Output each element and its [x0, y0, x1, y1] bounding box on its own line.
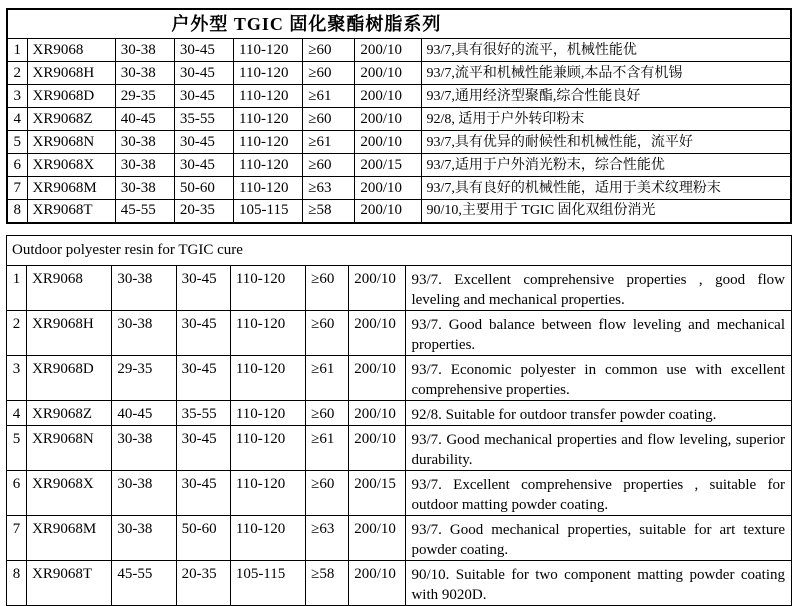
table-cell-col6: 200/15	[355, 154, 421, 177]
table-cell-col1: XR9068M	[27, 516, 112, 561]
table-cell-col6: 200/10	[355, 85, 421, 108]
table-cell-col3: 50-60	[174, 177, 233, 200]
table-cell-col2: 45-55	[115, 200, 174, 223]
table-cell-col4: 105-115	[234, 200, 303, 223]
table-cell-col5: ≥60	[306, 471, 349, 516]
table-cell-col7: 93/7,具有良好的机械性能，适用于美术纹理粉末	[421, 177, 791, 200]
table-cell-col4: 110-120	[230, 356, 305, 401]
table-cell-col7: 93/7. Good balance between flow leveling and mechanical properties.	[406, 311, 792, 356]
table-cell-col5: ≥60	[303, 39, 355, 62]
english-product-table	[6, 235, 792, 606]
table-row	[7, 311, 792, 356]
table-cell-col3: 30-45	[174, 154, 233, 177]
table-row	[7, 471, 792, 516]
table-cell-col4: 110-120	[230, 426, 305, 471]
table-cell-col2: 30-38	[115, 39, 174, 62]
table-cell-col0: 4	[7, 108, 27, 131]
table-cell-col0: 2	[7, 62, 27, 85]
table-cell-col3: 30-45	[176, 266, 230, 311]
table-cell-col1: XR9068H	[27, 62, 115, 85]
table-cell-col4: 110-120	[234, 39, 303, 62]
table-cell-col4: 105-115	[230, 561, 305, 606]
table-row	[7, 426, 792, 471]
table-cell-col7: 93/7,具有优异的耐候性和机械性能，流平好	[421, 131, 791, 154]
table-cell-col2: 30-38	[115, 131, 174, 154]
table-cell-col7: 92/8. Suitable for outdoor transfer powder coating.	[406, 401, 792, 426]
table-cell-col0: 8	[7, 561, 27, 606]
table-cell-col3: 50-60	[176, 516, 230, 561]
table-cell-col7: 92/8, 适用于户外转印粉末	[421, 108, 791, 131]
table-cell-col3: 35-55	[174, 108, 233, 131]
table-cell-col6: 200/10	[349, 356, 406, 401]
table-cell-col5: ≥60	[306, 401, 349, 426]
table-cell-col6: 200/10	[355, 200, 421, 223]
table-row	[7, 131, 791, 154]
table-cell-col5: ≥63	[303, 177, 355, 200]
table-cell-col7: 93/7,适用于户外消光粉末，综合性能优	[421, 154, 791, 177]
table-cell-col0: 2	[7, 311, 27, 356]
table-row	[7, 200, 791, 223]
table-cell-col1: XR9068D	[27, 85, 115, 108]
table-cell-col5: ≥60	[303, 154, 355, 177]
table-cell-col4: 110-120	[230, 311, 305, 356]
table-cell-col6: 200/10	[355, 108, 421, 131]
table-cell-col4: 110-120	[234, 62, 303, 85]
table-cell-col4: 110-120	[230, 516, 305, 561]
table-cell-col0: 7	[7, 177, 27, 200]
table-cell-col2: 30-38	[112, 516, 176, 561]
table-cell-col2: 30-38	[112, 471, 176, 516]
table-cell-col0: 7	[7, 516, 27, 561]
table-cell-col0: 6	[7, 154, 27, 177]
table-cell-col4: 110-120	[234, 108, 303, 131]
table-cell-col1: XR9068H	[27, 311, 112, 356]
table-cell-col2: 29-35	[112, 356, 176, 401]
table-cell-col7: 93/7. Excellent comprehensive properties , suitable for outdoor matting powder coating.	[406, 471, 792, 516]
table-row	[7, 356, 792, 401]
table-row	[7, 154, 791, 177]
table-cell-col1: XR9068T	[27, 200, 115, 223]
table-cell-col6: 200/15	[349, 471, 406, 516]
table-cell-col5: ≥61	[303, 131, 355, 154]
table-cell-col0: 5	[7, 426, 27, 471]
chinese-table-title: 户外型 TGIC 固化聚酯树脂系列	[171, 13, 442, 34]
table-cell-col6: 200/10	[355, 131, 421, 154]
table-cell-col0: 1	[7, 266, 27, 311]
table-cell-col0: 5	[7, 131, 27, 154]
table-cell-col3: 30-45	[176, 471, 230, 516]
table-cell-col3: 30-45	[176, 311, 230, 356]
table-cell-col3: 30-45	[174, 39, 233, 62]
table-cell-col1: XR9068N	[27, 131, 115, 154]
table-cell-col6: 200/10	[349, 266, 406, 311]
table-cell-col3: 30-45	[174, 85, 233, 108]
table-cell-col5: ≥61	[303, 85, 355, 108]
table-cell-col6: 200/10	[349, 401, 406, 426]
table-cell-col3: 20-35	[174, 200, 233, 223]
table-row	[7, 401, 792, 426]
table-cell-col2: 45-55	[112, 561, 176, 606]
table-cell-col7: 90/10. Suitable for two component matting powder coating with 9020D.	[406, 561, 792, 606]
table-cell-col1: XR9068X	[27, 154, 115, 177]
table-cell-col7: 93/7,具有很好的流平，机械性能优	[421, 39, 791, 62]
table-cell-col4: 110-120	[230, 401, 305, 426]
table-cell-col2: 30-38	[112, 266, 176, 311]
table-cell-col2: 30-38	[115, 62, 174, 85]
table-row	[7, 266, 792, 311]
table-row	[7, 39, 791, 62]
table-cell-col0: 1	[7, 39, 27, 62]
table-cell-col6: 200/10	[349, 311, 406, 356]
table-cell-col2: 30-38	[115, 154, 174, 177]
table-cell-col2: 30-38	[112, 426, 176, 471]
table-cell-col5: ≥58	[303, 200, 355, 223]
table-row	[7, 561, 792, 606]
table-cell-col1: XR9068M	[27, 177, 115, 200]
table-cell-col4: 110-120	[234, 177, 303, 200]
table-cell-col6: 200/10	[349, 426, 406, 471]
table-cell-col3: 20-35	[176, 561, 230, 606]
table-cell-col5: ≥60	[306, 266, 349, 311]
table-cell-col7: 93/7. Excellent comprehensive properties , good flow leveling and mechanical properties.	[406, 266, 792, 311]
table-cell-col3: 30-45	[176, 426, 230, 471]
table-cell-col7: 93/7. Good mechanical properties, suitable for art texture powder coating.	[406, 516, 792, 561]
table-cell-col7: 93/7. Economic polyester in common use with excellent comprehensive properties.	[406, 356, 792, 401]
table-cell-col3: 35-55	[176, 401, 230, 426]
table-cell-col6: 200/10	[355, 39, 421, 62]
table-cell-col3: 30-45	[174, 62, 233, 85]
table-cell-col6: 200/10	[355, 62, 421, 85]
table-cell-col7: 90/10,主要用于 TGIC 固化双组份消光	[421, 200, 791, 223]
table-cell-col2: 30-38	[115, 177, 174, 200]
table-cell-col0: 6	[7, 471, 27, 516]
table-title-row	[7, 9, 791, 39]
table-cell-col1: XR9068N	[27, 426, 112, 471]
table-cell-col1: XR9068	[27, 266, 112, 311]
table-cell-col6: 200/10	[355, 177, 421, 200]
table-cell-col4: 110-120	[230, 266, 305, 311]
table-cell-col0: 3	[7, 85, 27, 108]
english-table-title: Outdoor polyester resin for TGIC cure	[7, 236, 792, 266]
table-cell-col0: 4	[7, 401, 27, 426]
table-cell-col5: ≥61	[306, 426, 349, 471]
table-cell-col5: ≥58	[306, 561, 349, 606]
table-cell-col3: 30-45	[176, 356, 230, 401]
table-cell-col1: XR9068T	[27, 561, 112, 606]
table-cell-col0: 8	[7, 200, 27, 223]
chinese-product-table	[6, 8, 792, 224]
table-cell-col7: 93/7,通用经济型聚酯,综合性能良好	[421, 85, 791, 108]
table-cell-col5: ≥60	[303, 108, 355, 131]
table-cell-col2: 30-38	[112, 311, 176, 356]
table-cell-col5: ≥60	[306, 311, 349, 356]
table-title-cell	[7, 9, 791, 39]
table-cell-col5: ≥60	[303, 62, 355, 85]
table-cell-col2: 40-45	[115, 108, 174, 131]
table-cell-col4: 110-120	[234, 131, 303, 154]
table-cell-col1: XR9068Z	[27, 108, 115, 131]
table-row	[7, 108, 791, 131]
table-cell-col6: 200/10	[349, 516, 406, 561]
table-cell-col5: ≥63	[306, 516, 349, 561]
table-cell-col3: 30-45	[174, 131, 233, 154]
table-cell-col0: 3	[7, 356, 27, 401]
table-row	[7, 85, 791, 108]
table-cell-col2: 29-35	[115, 85, 174, 108]
table-cell-col1: XR9068	[27, 39, 115, 62]
table-cell-col4: 110-120	[234, 154, 303, 177]
table-cell-col6: 200/10	[349, 561, 406, 606]
table-cell-col4: 110-120	[234, 85, 303, 108]
table-cell-col1: XR9068D	[27, 356, 112, 401]
table-cell-col4: 110-120	[230, 471, 305, 516]
table-cell-col7: 93/7,流平和机械性能兼顾,本品不含有机锡	[421, 62, 791, 85]
table-cell-col1: XR9068Z	[27, 401, 112, 426]
table-cell-col5: ≥61	[306, 356, 349, 401]
table-cell-col7: 93/7. Good mechanical properties and flow leveling, superior durability.	[406, 426, 792, 471]
table-title-row	[7, 236, 792, 266]
table-cell-col2: 40-45	[112, 401, 176, 426]
table-row	[7, 62, 791, 85]
table-cell-col1: XR9068X	[27, 471, 112, 516]
table-row	[7, 177, 791, 200]
table-row	[7, 516, 792, 561]
